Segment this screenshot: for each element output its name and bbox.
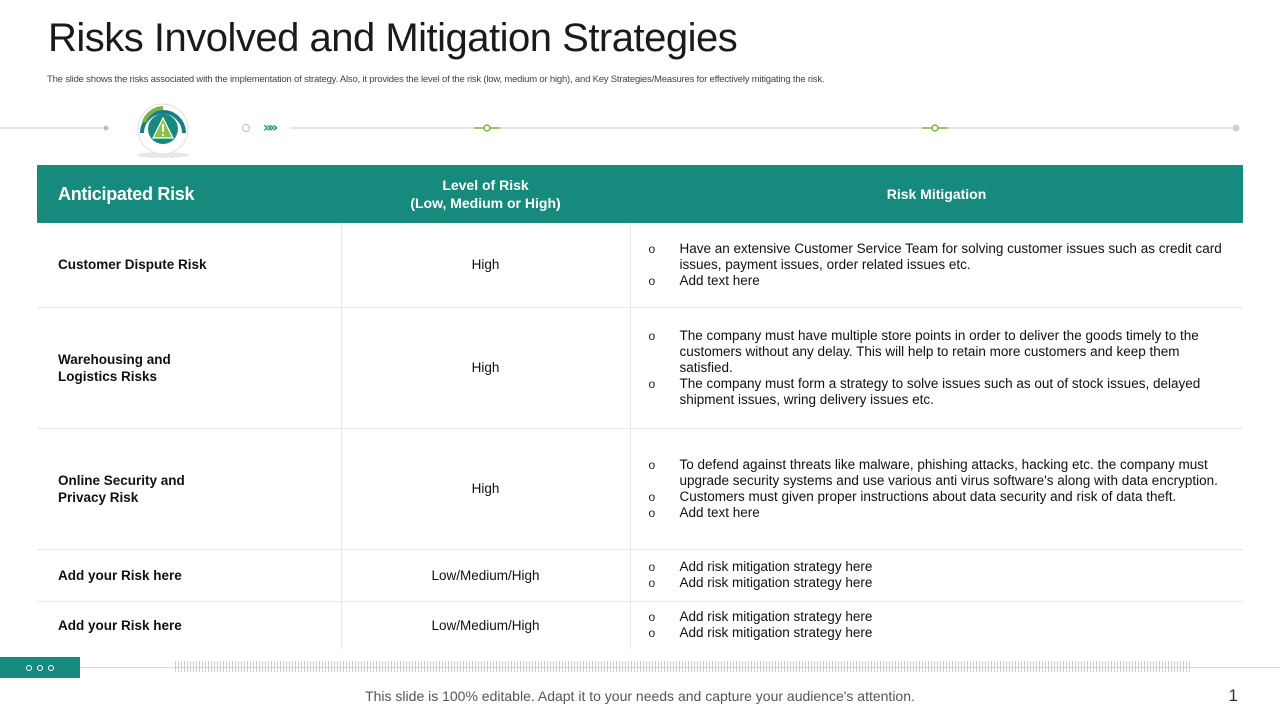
header-anticipated-risk: Anticipated Risk [37,165,341,223]
risk-name-cell: Add your Risk here [37,601,341,649]
risk-mitigation-cell [630,223,1243,307]
page-number: 1 [1228,686,1238,705]
mitigation-item: o Add risk mitigation strategy here [649,575,1224,591]
footer-note: This slide is 100% editable. Adapt it to your needs and capture your audience's attention. [365,688,915,704]
risk-mitigation-cell [630,601,1243,649]
table-row [37,549,1243,601]
risk-level-cell: High [341,223,630,307]
table-header-row [37,165,1243,223]
slide-subtitle: The slide shows the risks associated with the implementation of strategy. Also, it provides the level of the risk (low, medium or high), and Key Strategies/Measures for effectively mitigating the risk. [47,74,825,85]
risk-level-cell: High [341,428,630,549]
chevron-arrows-icon: »» [263,120,276,136]
mitigation-item: o Add risk mitigation strategy here [649,625,1224,641]
gauge-warning-icon [133,100,193,160]
header-level-line2: (Low, Medium or High) [410,195,561,211]
table-row [37,601,1243,649]
risk-level-cell: Low/Medium/High [341,601,630,649]
mitigation-item: o Add text here [649,505,1224,521]
mitigation-item: o Have an extensive Customer Service Team for solving customer issues such as credit card issues, payment issues, order related issues etc. [649,241,1224,273]
risk-name-text: Online Security and Privacy Risk [58,472,185,505]
footer-tick-strip [175,661,1191,672]
risk-name-text: Warehousing and Logistics Risks [58,351,171,384]
table-row [37,223,1243,307]
risk-mitigation-cell [630,549,1243,601]
header-level-line1: Level of Risk [442,177,529,193]
table-row [37,428,1243,549]
risk-name-cell: Add your Risk here [37,549,341,601]
risk-table [37,165,1243,649]
risk-name-cell: Customer Dispute Risk [37,223,341,307]
header-risk-mitigation: Risk Mitigation [630,165,1243,223]
risk-mitigation-cell [630,307,1243,428]
risk-name-cell [37,307,341,428]
mitigation-item: o Customers must given proper instructions about data security and risk of data theft. [649,489,1224,505]
footer-dots-icon [0,657,80,678]
table-row [37,307,1243,428]
mitigation-item: o Add risk mitigation strategy here [649,559,1224,575]
risk-level-cell: High [341,307,630,428]
mitigation-item: o The company must have multiple store points in order to deliver the goods timely to the customers without any delay. This will help to retain more customers and keep them satisfied. [649,328,1224,376]
mitigation-item: o The company must form a strategy to solve issues such as out of stock issues, delayed shipment issues, wring delivery issues etc. [649,376,1224,408]
mitigation-item: o To defend against threats like malware, phishing attacks, hacking etc. the company must upgrade security systems and use various anti virus software's along with data encryption. [649,457,1224,489]
mitigation-item: o Add text here [649,273,1224,289]
mitigation-item: o Add risk mitigation strategy here [649,609,1224,625]
risk-level-cell: Low/Medium/High [341,549,630,601]
risk-mitigation-cell [630,428,1243,549]
header-level-of-risk [341,165,630,223]
slide-title: Risks Involved and Mitigation Strategies [48,16,738,60]
risk-name-cell [37,428,341,549]
